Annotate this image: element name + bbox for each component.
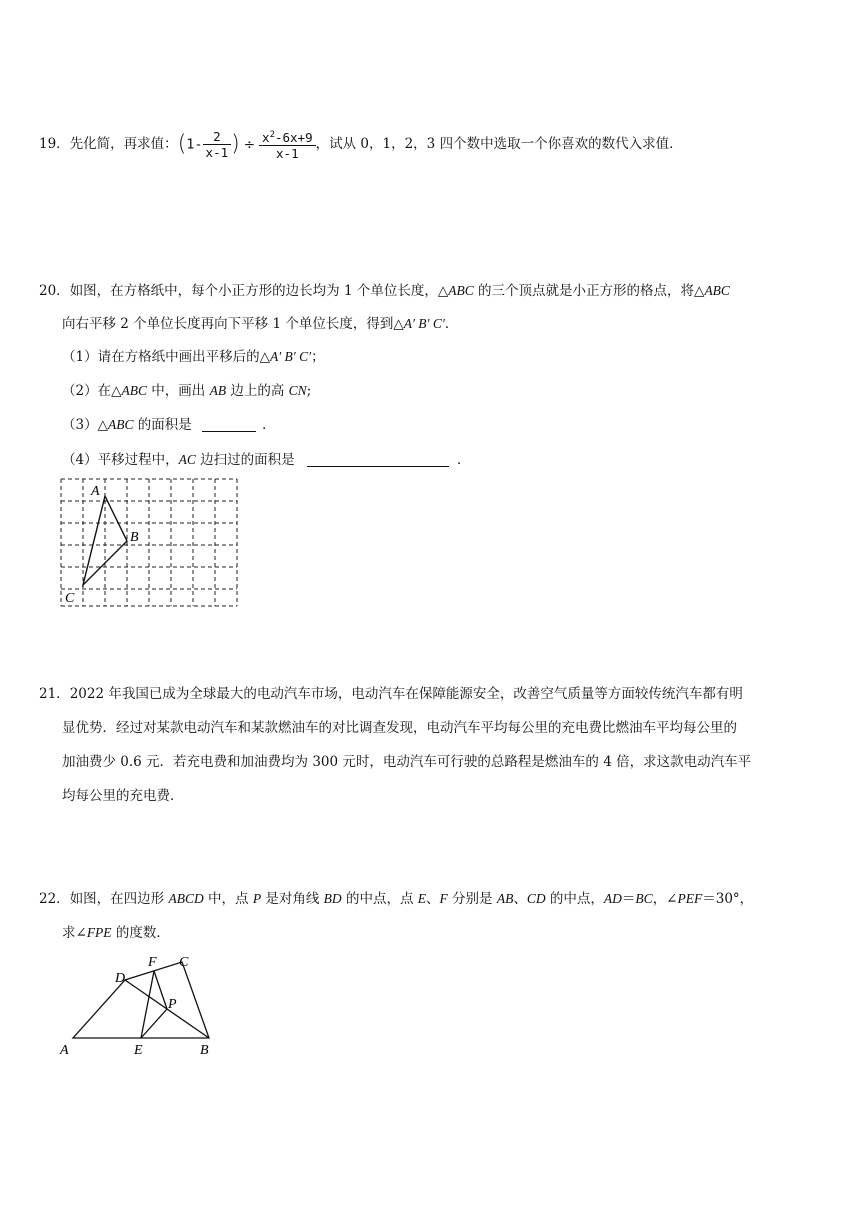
segment-fe <box>141 971 154 1038</box>
q21-number: 21． <box>39 686 70 702</box>
q19-fraction-2: $\frac{x^2-6x+9}{x-1}$ <box>259 128 316 161</box>
q20-part-3: （3）△ABC 的面积是 ． <box>62 417 276 433</box>
q20-part-4: （4）平移过程中，AC 边扫过的面积是 ． <box>62 452 471 468</box>
q20-line-2: 向右平移 2 个单位长度再向下平移 1 个单位长度，得到△A′ B′ C′． <box>62 316 459 332</box>
label-c: C <box>65 591 75 606</box>
q21-line-4: 均每公里的充电费． <box>62 788 184 804</box>
label-e: E <box>134 1043 143 1058</box>
segment-pe <box>141 1009 167 1038</box>
q19-line <box>39 128 683 161</box>
q20-line-1: 20．如图，在方格纸中，每个小正方形的边长均为 1 个单位长度，△ABC 的三个顶点就是小正方形的格点，将△ABC <box>39 283 730 299</box>
q19-tail: ，试从 0，1，2，3 四个数中选取一个你喜欢的数代入求值． <box>315 136 683 153</box>
q20-answer-blank-4[interactable] <box>307 452 449 467</box>
q22-number: 22． <box>39 891 70 907</box>
q19-intro: 先化简，再求值： <box>69 136 178 153</box>
label-d: D <box>115 971 126 986</box>
label-a: A <box>91 484 100 499</box>
segment-fp <box>154 971 167 1009</box>
q22-quadrilateral-figure <box>55 950 225 1062</box>
q20-grid-figure <box>55 474 245 614</box>
label-f: F <box>148 955 157 970</box>
q21-line-1: 21．2022 年我国已成为全球最大的电动汽车市场，电动汽车在保障能源安全，改善空气质量等方面较传统汽车都有明 <box>39 686 743 702</box>
label-b: B <box>200 1043 209 1058</box>
label-b: B <box>130 530 139 545</box>
grid-lines <box>61 479 237 606</box>
q21-line-2: 显优势．经过对某款电动汽车和某款燃油车的对比调查发现，电动汽车平均每公里的充电费比燃油车平均每公里的 <box>62 720 737 736</box>
q20-part-1: （1）请在方格纸中画出平移后的△A′ B′ C′； <box>62 349 325 365</box>
label-a: A <box>60 1043 69 1058</box>
q19-expression: (1- $\frac{2}{x-1}$ ) ÷ $\frac{x^2-6x+9}{x-1}$ <box>178 128 316 161</box>
q19-fraction-1: $\frac{2}{x-1}$ <box>203 129 232 160</box>
label-p: P <box>168 997 177 1012</box>
q20-number: 20． <box>39 283 70 299</box>
q20-part-2: （2）在△ABC 中，画出 AB 边上的高 CN; <box>62 383 312 399</box>
quadrilateral-abcd <box>73 962 209 1038</box>
q19-number: 19． <box>39 136 70 153</box>
label-c: C <box>179 955 189 970</box>
q21-line-3: 加油费少 0.6 元．若充电费和加油费均为 300 元时，电动汽车可行驶的总路程是燃油车的 4 倍，求这款电动汽车平 <box>62 754 752 770</box>
q22-line-2: 求∠FPE 的度数． <box>62 925 170 941</box>
q20-answer-blank-3[interactable] <box>202 417 256 432</box>
q22-line-1: 22．如图，在四边形 ABCD 中，点 P 是对角线 BD 的中点，点 E、F 分别是 AB、CD 的中点，AD＝BC，∠PEF＝30°， <box>39 891 754 907</box>
